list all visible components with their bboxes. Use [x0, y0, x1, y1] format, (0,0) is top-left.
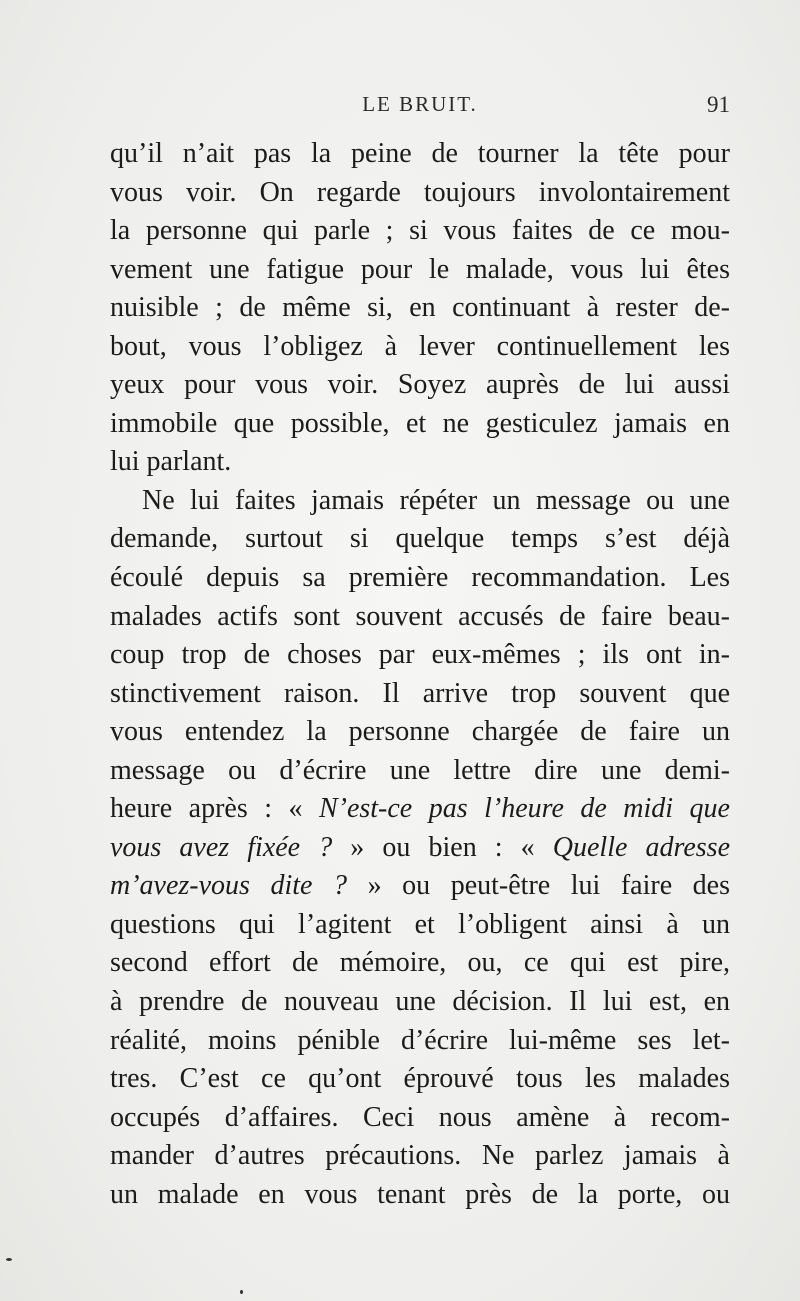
text-line — [110, 944, 730, 983]
text-segment: heure après : « — [110, 793, 319, 825]
text-segment: coup trop de choses par eux-mêmes ; ils ont in- — [110, 639, 730, 671]
text-segment: qu’il n’ait pas la peine de tourner la tête pour — [110, 138, 730, 169]
text-line — [110, 520, 730, 559]
text-segment: réalité, moins pénible d’écrire lui-même ses let- — [110, 1024, 730, 1056]
text-line — [110, 1060, 730, 1099]
text-line — [110, 906, 730, 945]
text-segment: un malade en vous tenant près de la porte, ou — [110, 1178, 730, 1210]
text-segment: la personne qui parle ; si vous faites de ce mou- — [110, 215, 730, 247]
body-text — [110, 135, 730, 1214]
text-line — [110, 752, 730, 791]
text-segment: occupés d’affaires. Ceci nous amène à recom- — [110, 1101, 730, 1133]
text-line — [110, 636, 730, 675]
text-line — [110, 829, 730, 868]
text-segment: vement une fatigue pour le malade, vous lui êtes — [110, 253, 730, 285]
text-line — [110, 174, 730, 213]
text-line — [110, 675, 730, 714]
text-line — [110, 1137, 730, 1176]
text-segment: nuisible ; de même si, en continuant à rester de- — [110, 292, 730, 324]
ink-speck — [6, 1258, 12, 1261]
text-segment: » ou bien : « — [332, 831, 553, 863]
running-head: LE BRUIT. — [362, 92, 478, 116]
italic-text: m’avez-vous dite ? — [110, 870, 348, 902]
text-line — [110, 212, 730, 251]
text-line — [110, 405, 730, 444]
text-segment: tres. C’est ce qu’ont éprouvé tous les malades — [110, 1063, 730, 1095]
text-line — [110, 559, 730, 598]
text-segment: yeux pour vous voir. Soyez auprès de lui aussi — [110, 369, 730, 401]
text-segment: » ou peut-être lui faire des — [347, 870, 731, 902]
text-segment: vous voir. On regarde toujours involontairement — [110, 176, 730, 208]
text-line — [110, 135, 730, 174]
text-line — [110, 713, 730, 752]
text-segment: vous entendez la personne chargée de faire un — [110, 716, 730, 748]
text-line — [110, 443, 730, 482]
text-segment: bout, vous l’obligez à lever continuellement les — [110, 330, 730, 362]
text-segment: message ou d’écrire une lettre dire une demi- — [110, 754, 730, 786]
text-segment: questions qui l’agitent et l’obligent ainsi à un — [110, 908, 730, 940]
text-line — [110, 598, 730, 637]
text-line — [110, 289, 730, 328]
text-segment: immobile que possible, et ne gesticulez jamais en — [110, 407, 730, 439]
text-line — [110, 328, 730, 367]
text-segment: écoulé depuis sa première recommandation. Les — [110, 562, 730, 594]
text-segment: lui parlant. — [110, 446, 232, 478]
text-line — [110, 867, 730, 906]
text-segment: demande, surtout si quelque temps s’est déjà — [110, 523, 730, 555]
text-line — [110, 1022, 730, 1061]
text-segment: Ne lui faites jamais répéter un message ou une — [142, 484, 730, 516]
ink-speck — [240, 1290, 243, 1294]
text-segment: second effort de mémoire, ou, ce qui est pire, — [110, 947, 730, 979]
page-header — [110, 92, 730, 124]
text-segment: à prendre de nouveau une décision. Il lui est, en — [110, 986, 730, 1018]
page-number: 91 — [707, 92, 730, 117]
text-line — [110, 983, 730, 1022]
text-line — [110, 1099, 730, 1138]
text-line — [110, 482, 730, 521]
text-line — [110, 1176, 730, 1215]
text-line — [110, 251, 730, 290]
text-line — [110, 790, 730, 829]
text-segment: mander d’autres précautions. Ne parlez jamais à — [110, 1140, 730, 1172]
italic-text: N’est-ce pas l’heure de midi que — [318, 793, 730, 825]
text-segment: malades actifs sont souvent accusés de faire beau- — [110, 600, 730, 632]
text-segment: stinctivement raison. Il arrive trop souvent que — [110, 677, 730, 709]
italic-text: vous avez fixée ? — [110, 831, 333, 863]
text-line — [110, 366, 730, 405]
italic-text: Quelle adresse — [552, 831, 730, 863]
